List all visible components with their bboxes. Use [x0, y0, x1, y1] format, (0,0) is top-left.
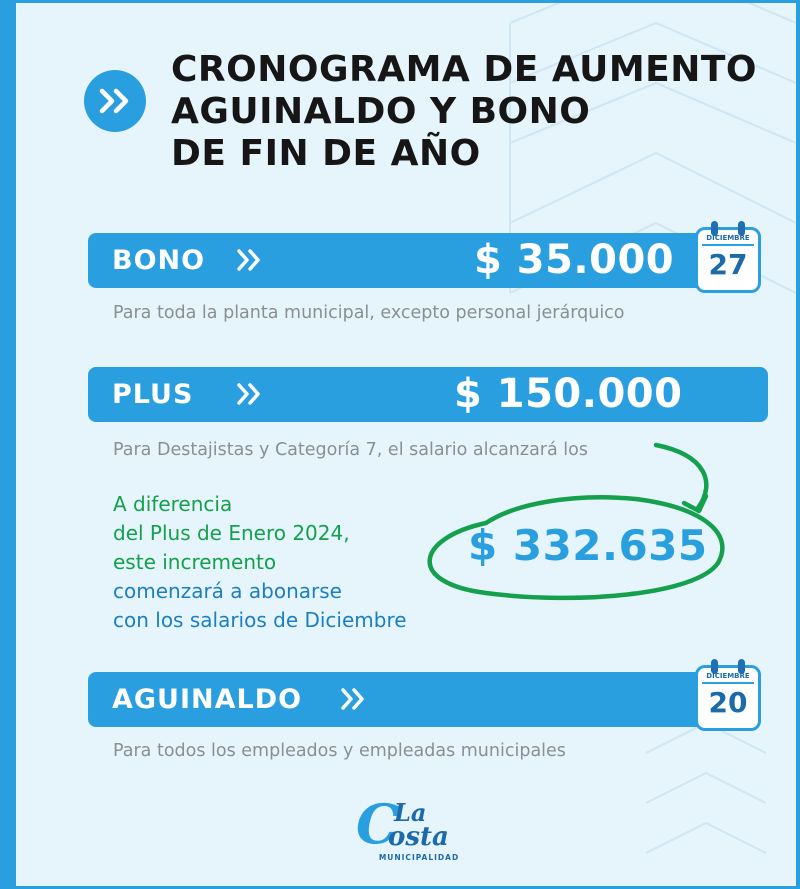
bono-label: BONO — [112, 245, 206, 276]
calendar-divider — [702, 682, 754, 684]
aguinaldo-description: Para todos los empleados y empleadas municipales — [113, 741, 566, 761]
calendar-day: 27 — [708, 248, 748, 281]
note-line: A diferencia — [113, 492, 233, 516]
bono-description: Para toda la planta municipal, excepto personal jerárquico — [113, 303, 625, 323]
calendar-day: 20 — [708, 686, 748, 719]
bono-amount: $ 35.000 — [474, 237, 675, 283]
logo-subtitle: MUNICIPALIDAD — [378, 853, 460, 862]
salary-amount: $ 332.635 — [468, 521, 708, 570]
svg-text:C: C — [356, 792, 399, 853]
calendar-icon — [695, 665, 761, 731]
svg-text:osta: osta — [388, 822, 449, 852]
note-line: con los salarios de Diciembre — [113, 608, 407, 632]
calendar-month: DICIEMBRE — [706, 672, 750, 680]
title-line: DE FIN DE AÑO — [171, 133, 481, 174]
note-line: del Plus de Enero 2024, — [113, 521, 350, 545]
calendar-month: DICIEMBRE — [706, 234, 750, 242]
note-line: comenzará a abonarse — [113, 579, 342, 603]
aguinaldo-label: AGUINALDO — [112, 684, 303, 715]
aguinaldo-bar — [88, 672, 708, 727]
plus-description: Para Destajistas y Categoría 7, el salario alcanzará los — [113, 440, 588, 460]
logo-wordmark — [354, 791, 484, 853]
title-line: CRONOGRAMA DE AUMENTO — [171, 49, 758, 90]
svg-text:La: La — [394, 798, 427, 827]
double-chevron-right-icon — [340, 687, 366, 711]
la-costa-logo — [354, 791, 484, 873]
plus-label: PLUS — [112, 379, 194, 410]
title-line: AGUINALDO Y BONO — [171, 91, 591, 132]
plus-amount: $ 150.000 — [454, 371, 683, 417]
note-line: este incremento — [113, 550, 277, 574]
